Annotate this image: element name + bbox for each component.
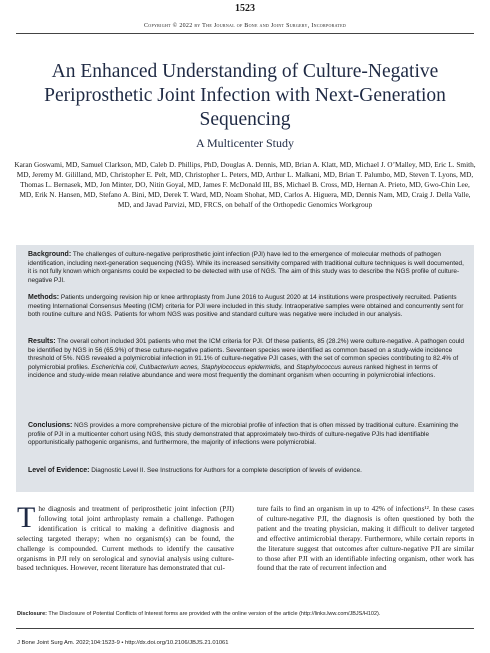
methods-label: Methods: <box>28 294 60 301</box>
results-text-3: ranked highest in terms of incidence and study-wide mean relative abundance and were most frequently the dominant organism when occurring in polymicrobial infections. <box>28 363 438 380</box>
level-text: Diagnostic Level II. See Instructions for Authors for a complete description of levels of evidence. <box>91 467 362 474</box>
background-text: The challenges of culture-negative periprosthetic joint infection (PJI) have led to the emergence of molecular methods of pathogen identification, including next-generation sequencing (NGS). While its increased sensitivity compared with traditional culture techniques is well documented, it is not fully known which organisms could be expected to be detected with use of NGS. The aim of this study was to describe the NGS profile of culture-negative PJI. <box>28 251 464 284</box>
body-column-right <box>257 504 474 573</box>
conclusions-label: Conclusions: <box>28 422 73 429</box>
abstract-conclusions <box>28 422 465 448</box>
body-right-text: ture fails to find an organism in up to 42% of infections¹². In these cases of culture-negative PJI, the diagnosis is often questioned by both the patient and the treating physician, making it difficult to deliver targeted and effective antimicrobial therapy. Furthermore, while certain reports in the literature suggest that outcomes after culture-negative PJI are similar to those after PJI with an identifiable infecting organism, other work has found that the rate of recurrent infection and <box>257 504 474 573</box>
results-text-1: The overall cohort included 301 patients who met the ICM criteria for PJI. Of these patients, 85 (28.2%) were culture-negative. A pathogen could be identified by NGS in 56 (65.9%) of these culture-negative patients. Seventeen species were identified as common based on a study-wide incidence threshold of 5%. NGS revealed a polymicrobial infection in 91.1% of culture-negative PJI cases, with the set of common species contributing to 82.4% of polymicrobial profiles. <box>28 338 465 371</box>
body-left-text: he diagnosis and treatment of periprosthetic joint infection (PJI) following total joint arthroplasty remain a challenge. Pathogen identification is critical to making a definitive diagnosis and selecting targeted therapy; when no organism(s) can be found, the challenge is compounded. Current methods to identify the causative organisms in PJI rely on serological and synovial analysis using culture-based techniques. However, recent literature has demonstrated that cul- <box>17 504 234 573</box>
abstract-methods <box>28 294 465 320</box>
background-label: Background: <box>28 251 72 258</box>
page-number: 1523 <box>235 3 255 14</box>
header-rule <box>16 33 474 34</box>
abstract-level-of-evidence <box>28 467 465 476</box>
abstract-background <box>28 251 465 285</box>
results-text-2: and <box>281 363 297 371</box>
disclosure-text[interactable]: The Disclosure of Potential Conflicts of Interest forms are provided with the online version of the article (http://links.lww.com/JBJS/H102). <box>48 611 381 617</box>
body-column-left <box>17 501 234 573</box>
citation-line: J Bone Joint Surg Am. 2022;104:1523-9 • http://dx.doi.org/10.2106/JBJS.21.01061 <box>17 640 229 646</box>
disclosure <box>17 611 475 618</box>
abstract-results <box>28 338 465 381</box>
methods-text: Patients undergoing revision hip or knee arthroplasty from June 2016 to August 2020 at 14 institutions were prospectively recruited. Patients meeting International Consensus Meeting (ICM) criteria for PJI were included in this study. Intraoperative samples were obtained and concurrently sent for both routine culture and NGS. Patients for whom NGS was positive and standard culture was negative were included in our analysis. <box>28 294 464 319</box>
drop-cap: T <box>17 501 36 534</box>
copyright-line: Copyright © 2022 by The Journal of Bone and Joint Surgery, Incorporated <box>143 23 347 29</box>
article-title: An Enhanced Understanding of Culture-Negative Periprosthetic Joint Infection with Next-Generation Sequencing <box>44 61 446 130</box>
results-label: Results: <box>28 338 56 345</box>
disclosure-label: Disclosure: <box>17 611 47 617</box>
results-italic-1: Escherichia coli, Cutibacterium acnes, Staphylococcus epidermidis, <box>91 363 282 371</box>
level-label: Level of Evidence: <box>28 467 90 474</box>
results-italic-2: Staphylococcus aureus <box>296 363 363 371</box>
article-subtitle: A Multicenter Study <box>196 136 294 150</box>
footer-rule <box>16 628 474 629</box>
conclusions-text: NGS provides a more comprehensive picture of the microbial profile of infection that is often missed by traditional culture. Examining the profile of PJI in a multicenter cohort using NGS, this study demonstrated that approximately two-thirds of culture-negative PJIs had identifiable opportunistically pathogenic organisms, and furthermore, the majority of infections were polymicrobial. <box>28 422 459 447</box>
author-list: Karan Goswami, MD, Samuel Clarkson, MD, Caleb D. Phillips, PhD, Douglas A. Dennis, MD, Brian A. Klatt, MD, Michael J. O’Malley, MD, Eric L. Smith, MD, Jeremy M. Gililland, MD, Christopher E. Pelt, MD, Christopher L. Peters, MD, Arthur L. Malkani, MD, Brian T. Palumbo, MD, Steven T. Lyons, MD, Thomas L. Bernasek, MD, Jon Minter, DO, Nitin Goyal, MD, James F. McDonald III, BS, Michael B. Cross, MD, Hernan A. Prieto, MD, Gwo-Chin Lee, MD, Erik N. Hansen, MD, Stefano A. Bini, MD, Derek T. Ward, MD, Noam Shohat, MD, Carlos A. Higuera, MD, Dennis Nam, MD, Craig J. Della Valle, MD, and Javad Parvizi, MD, FRCS, on behalf of the Orthopedic Genomics Workgroup <box>14 160 476 210</box>
